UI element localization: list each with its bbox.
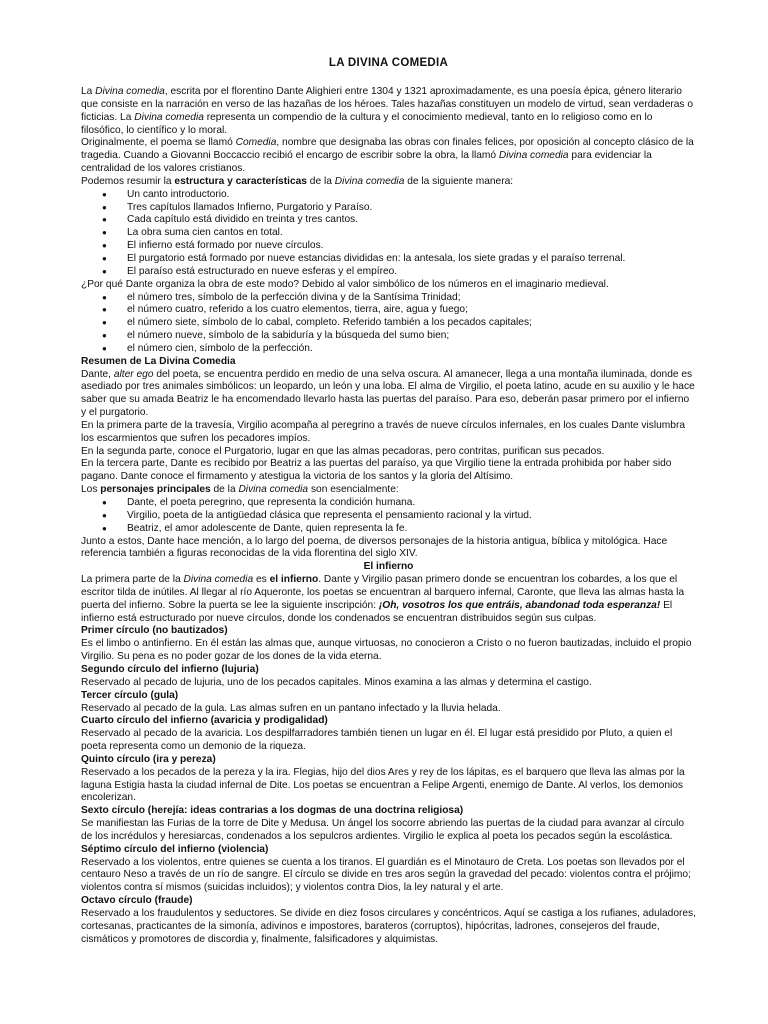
intro-paragraph-1: La Divina comedia, escrita por el florentino Dante Alighieri entre 1304 y 1321 aproximadamente, es una poesía épica, género literario que consiste en la narración en verso de las hazañas de los héroes. Tales hazañas constituyen un modelo de virtud, sean verdaderas o ficticias. La Divina comedia representa un compendio de la cultura y el conocimiento medieval, tanto en lo religioso como en lo filosófico, lo científico y lo moral.: [81, 86, 694, 136]
list-item: ● Tres capítulos llamados Infierno, Purgatorio y Paraíso.: [81, 202, 696, 215]
list-item: ● Beatriz, el amor adolescente de Dante, quien representa la fe.: [81, 523, 696, 536]
list-item: ● Cada capítulo está dividido en treinta y tres cantos.: [81, 214, 696, 227]
summary-paragraph-3: En la segunda parte, conoce el Purgatorio, lugar en que las almas pecadoras, pero contritas, purifican sus pecados.: [81, 445, 605, 457]
list-item: ● Un canto introductorio.: [81, 189, 696, 202]
circle-text: Reservado a los pecados de la pereza y la ira. Flegias, hijo del dios Ares y rey de los lápitas, es el barquero que lleva las almas por la laguna Estigia hasta la ciudad infernal de Dite. Los poetas se encuentran a Felipe Argenti, enemigo de Dante. Al verlos, los demonios encolerizan.: [81, 766, 685, 804]
summary-paragraph-1: Dante, alter ego del poeta, se encuentra perdido en medio de una selva oscura. Al amanecer, llega a una montaña iluminada, donde es asediado por tres animales simbólicos: un leopardo, un león y una loba. El alma de Virgilio, el poeta latino, acude en su auxilio y le hace saber que su amada Beatriz le ha encomendado llevarlo hasta las puertas del paraíso. Para eso, deberán pasar primero por el infierno y el purgatorio.: [81, 368, 695, 419]
circle-heading: Sexto círculo (herejía: ideas contrarias a los dogmas de una doctrina religiosa): [81, 805, 464, 817]
list-item: ● El paraíso está estructurado en nueve esferas y el empíreo.: [81, 266, 696, 279]
intro-paragraph-2: Originalmente, el poema se llamó Comedia, nombre que designaba las obras con finales felices, por oposición al concepto clásico de la tragedia. Cuando a Giovanni Boccaccio recibió el encargo de escribir sobre la obra, la llamó Divina comedia para evidenciar la centralidad de los valores cristianos.: [81, 137, 694, 175]
list-item: ● El purgatorio está formado por nueve estancias divididas en: la antesala, los siete gradas y el paraíso terrenal.: [81, 253, 696, 266]
list-item: ● el número cuatro, referido a los cuatro elementos, tierra, aire, agua y fuego;: [81, 304, 696, 317]
circle-text: Se manifiestan las Furias de la torre de Dite y Medusa. Un ángel los socorre abriendo las puertas de la ciudad para avanzar al círculo de los incrédulos y heresiarcas, condenados a los sepulcros ardientes. Virgilio le explica al poeta los pecados según la escolástica.: [81, 818, 685, 842]
circle-text: Reservado al pecado de la gula. Las almas sufren en un pantano infectado y la lluvia helada.: [81, 702, 501, 714]
structure-list: [81, 189, 696, 279]
circle-text: Reservado al pecado de la avaricia. Los despilfarradores también tienen un lugar en él. El lugar está presidido por Pluto, a quien el poeta representa como un demonio de la riqueza.: [81, 728, 673, 753]
list-item: ● La obra suma cien cantos en total.: [81, 227, 696, 240]
summary-heading: Resumen de La Divina Comedia: [81, 355, 236, 367]
summary-paragraph-2: En la primera parte de la travesía, Virgilio acompaña al peregrino a través de nueve círculos infernales, en los cuales Dante vislumbra los escarmientos que sufren los pecadores impíos.: [81, 419, 686, 444]
circle-heading: Séptimo círculo del infierno (violencia): [81, 843, 269, 855]
inferno-paragraph: La primera parte de la Divina comedia es el infierno. Dante y Virgilio pasan primero donde se encuentran los cobardes, a los que el escritor tilda de inútiles. Al llegar al río Aqueronte, los poetas se encuentran al barquero infernal, Caronte, que lleva las almas hasta la puerta del infierno. Sobre la puerta se lee la siguiente inscripción: ¡Oh, vosotros los que entráis, abandonad toda esperanza! El infierno está estructurado por nueve círculos, donde los condenados se encuentran distribuidos según sus culpas.: [81, 574, 685, 624]
characters-list: [81, 497, 696, 536]
list-item: ● el número nueve, símbolo de la sabiduría y la búsqueda del sumo bien;: [81, 330, 696, 343]
list-item: ● el número tres, símbolo de la perfección divina y de la Santísima Trinidad;: [81, 292, 696, 305]
structure-intro: Podemos resumir la estructura y características de la Divina comedia de la siguiente manera:: [81, 175, 514, 187]
circle-heading: Primer círculo (no bautizados): [81, 625, 228, 637]
circle-heading: Segundo círculo del infierno (lujuria): [81, 663, 259, 675]
inferno-heading: El infierno: [363, 561, 414, 573]
circle-heading: Quinto círculo (ira y pereza): [81, 753, 216, 765]
circle-heading: Cuarto círculo del infierno (avaricia y prodigalidad): [81, 715, 328, 727]
characters-intro: Los personajes principales de la Divina comedia son esencialmente:: [81, 484, 399, 496]
why-question: ¿Por qué Dante organiza la obra de este modo? Debido al valor simbólico de los números en el imaginario medieval.: [81, 278, 609, 290]
list-item: ● El infierno está formado por nueve círculos.: [81, 240, 696, 253]
together-paragraph: Junto a estos, Dante hace mención, a lo largo del poema, de diversos personajes de la historia antigua, bíblica y mitológica. Hace referencia también a figuras reconocidas de la vida florentina del siglo XIV.: [81, 535, 668, 560]
circle-text: Reservado a los fraudulentos y seductores. Se divide en diez fosos circulares y concéntricos. Aquí se castiga a los rufianes, aduladores, cortesanas, practicantes de la simonía, adivinos e impostores, barateros (corruptos), hipócritas, ladrones, consejeros del fraude, cismáticos y promotores de discordia y, finalmente, falsificadores y alquimistas.: [81, 908, 696, 945]
list-item: ● el número cien, símbolo de la perfección.: [81, 343, 696, 356]
circle-text: Es el limbo o antinfierno. En él están las almas que, aunque virtuosas, no conocieron a Cristo o no fueron bautizadas, incluido el propio Virgilio. Su pena es no poder gozar de los dones de la vida eterna.: [81, 638, 692, 663]
circle-text: Reservado a los violentos, entre quienes se cuenta a los tiranos. El guardián es el Minotauro de Creta. Los poetas son llevados por el centauro Neso a través de un río de sangre. El círculo se divide en tres aros según la gravedad del pecado: violentos contra el prójimo; violentos contra sí mismos (suicidas incluidos); y violentos contra Dios, la ley natural y el arte.: [81, 856, 691, 894]
circle-text: Reservado al pecado de lujuria, uno de los pecados capitales. Minos examina a las almas y determina el castigo.: [81, 676, 592, 688]
list-item: ● Dante, el poeta peregrino, que representa la condición humana.: [81, 497, 696, 510]
summary-paragraph-4: En la tercera parte, Dante es recibido por Beatriz a las puertas del paraíso, ya que Virgilio tiene la entrada prohibida por haber sido pagano. Dante conoce el firmamento y atestigua la victoria de los santos y la gloria del Altísimo.: [81, 458, 672, 483]
list-item: ● el número siete, símbolo de lo cabal, completo. Referido también a los pecados capitales;: [81, 317, 696, 330]
list-item: ● Virgilio, poeta de la antigüedad clásica que representa el pensamiento racional y la virtud.: [81, 510, 696, 523]
numbers-list: [81, 292, 696, 356]
circle-heading: Octavo círculo (fraude): [81, 895, 193, 907]
document-title: LA DIVINA COMEDIA: [328, 57, 449, 69]
circle-heading: Tercer círculo (gula): [81, 689, 179, 701]
